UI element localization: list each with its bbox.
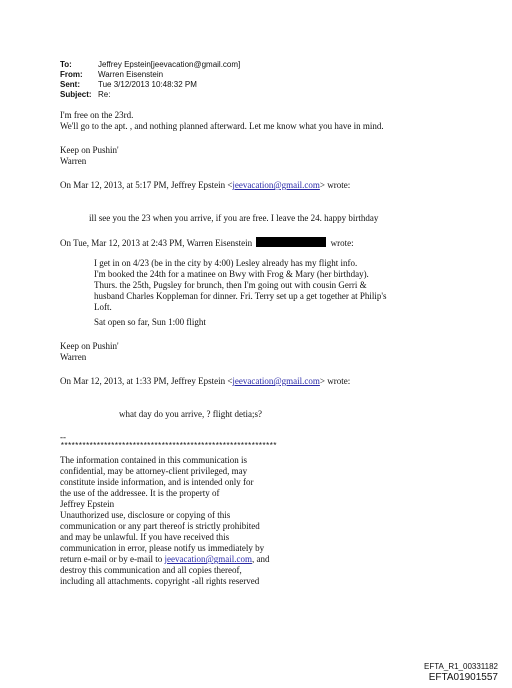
bates-id-2: EFTA01901557 <box>428 672 498 683</box>
sent-label: Sent: <box>60 80 80 89</box>
disclaimer-line-4: the use of the addressee. It is the property of <box>60 488 220 498</box>
from-value: Warren Eisenstein <box>98 70 164 79</box>
disclaimer-line-12: including all attachments. copyright -all rights reserved <box>60 576 260 586</box>
sent-value: Tue 3/12/2013 10:48:32 PM <box>98 80 197 89</box>
message-2-line-3: Thurs. the 25th, Pugsley for brunch, then I'm going out with cousin Gerri & <box>94 280 367 290</box>
signature-1-line-2: Warren <box>60 156 87 166</box>
message-3: what day do you arrive, ? flight detia;s? <box>119 409 262 419</box>
subject-value: Re: <box>98 90 111 99</box>
message-2-line-4: husband Charles Koppleman for dinner. Fri. Terry set up a get together at Philip's <box>94 291 387 301</box>
email-header <box>60 60 240 100</box>
disclaimer-line-10 <box>60 554 269 565</box>
disclaimer-line-7: communication or any part thereof is strictly prohibited <box>60 521 260 531</box>
quote-header-2-suffix: wrote: <box>330 238 354 248</box>
quote-header-1-prefix: On Mar 12, 2013, at 5:17 PM, Jeffrey Epstein < <box>60 180 233 190</box>
message-2-line-2: I'm booked the 24th for a matinee on Bwy with Frog & Mary (her birthday). <box>94 269 369 279</box>
subject-label: Subject: <box>60 90 92 99</box>
quote-header-3-email-link[interactable]: jeevacation@gmail.com <box>232 376 320 386</box>
to-label: To: <box>60 60 72 69</box>
quote-header-2 <box>60 237 354 249</box>
quote-header-1 <box>60 180 350 191</box>
body-line-2: We'll go to the apt. , and nothing planned afterward. Let me know what you have in mind. <box>60 121 384 131</box>
from-label: From: <box>60 70 83 79</box>
message-2-line-1: I get in on 4/23 (be in the city by 4:00) Lesley already has my flight info. <box>94 258 358 268</box>
signature-1-line-1: Keep on Pushin' <box>60 145 119 155</box>
disclaimer-line-6: Unauthorized use, disclosure or copying of this <box>60 510 231 520</box>
disclaimer-line-11: destroy this communication and all copies thereof, <box>60 565 242 575</box>
disclaimer-line-10-prefix: return e-mail or by e-mail to <box>60 554 165 564</box>
disclaimer-email-link[interactable]: jeevacation@gmail.com <box>164 554 252 564</box>
disclaimer-line-9: communication in error, please notify us immediately by <box>60 543 265 553</box>
disclaimer-star-divider: ************************************************************ <box>60 442 277 451</box>
disclaimer-line-10-suffix: , and <box>251 554 270 564</box>
disclaimer-line-1: The information contained in this communication is <box>60 455 247 465</box>
disclaimer-line-8: and may be unlawful. If you have received this <box>60 532 230 542</box>
quote-header-3-prefix: On Mar 12, 2013, at 1:33 PM, Jeffrey Epstein < <box>60 376 233 386</box>
quote-header-2-prefix: On Tue, Mar 12, 2013 at 2:43 PM, Warren Eisenstein <box>60 238 253 248</box>
message-2-line-6: Sat open so far, Sun 1:00 flight <box>94 317 206 327</box>
redaction-box <box>256 237 326 247</box>
bates-id-1: EFTA_R1_00331182 <box>424 662 498 671</box>
header-from-row <box>60 70 240 80</box>
quote-header-3 <box>60 376 350 387</box>
disclaimer-line-2: confidential, may be attorney-client privileged, may <box>60 466 248 476</box>
to-value: Jeffrey Epstein[jeevacation@gmail.com] <box>98 60 241 69</box>
message-2-line-5: Loft. <box>94 302 112 312</box>
quote-header-1-suffix: > wrote: <box>319 180 351 190</box>
body-line-1: I'm free on the 23rd. <box>60 110 134 120</box>
message-1: ill see you the 23 when you arrive, if you are free. I leave the 24. happy birthday <box>89 213 379 223</box>
header-to-row <box>60 60 240 70</box>
signature-2-line-2: Warren <box>60 352 87 362</box>
disclaimer-dashes: -- <box>60 432 66 442</box>
signature-2-line-1: Keep on Pushin' <box>60 341 119 351</box>
quote-header-1-email-link[interactable]: jeevacation@gmail.com <box>232 180 320 190</box>
header-sent-row <box>60 80 240 90</box>
header-subject-row <box>60 90 240 100</box>
quote-header-3-suffix: > wrote: <box>319 376 351 386</box>
disclaimer-line-5: Jeffrey Epstein <box>60 499 115 509</box>
disclaimer-line-3: constitute inside information, and is intended only for <box>60 477 254 487</box>
